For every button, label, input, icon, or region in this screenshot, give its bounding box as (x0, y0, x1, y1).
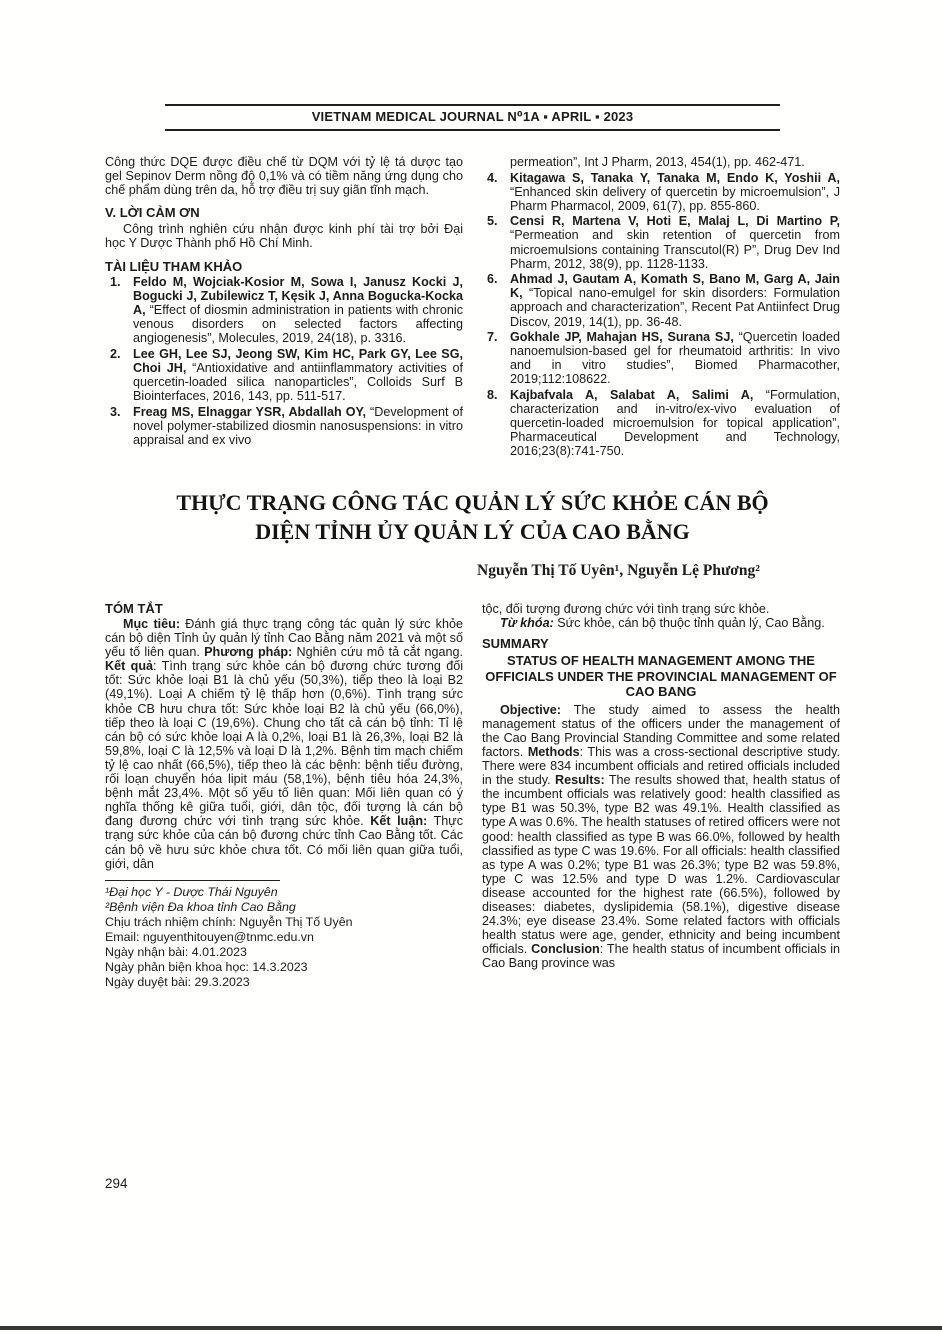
references-heading: TÀI LIỆU THAM KHẢO (105, 258, 243, 274)
footnote-email: Email: nguyenthitouyen@tnmc.edu.vn (105, 929, 314, 944)
summary-paragraph (482, 703, 840, 971)
right-column-summary (482, 602, 840, 990)
reference-number: 7. (487, 330, 498, 345)
summary-title: STATUS OF HEALTH MANAGEMENT AMONG THE OFFICIALS UNDER THE PROVINCIAL MANAGEMENT OF CAO BANG (485, 653, 837, 700)
summary-heading: SUMMARY (482, 636, 549, 652)
reference-list-left (105, 275, 463, 447)
article-title (105, 488, 840, 547)
reference-text: “Development of novel polymer-stabilized diosmin nanosuspensions: in vitro appraisal and ex vivo (133, 404, 463, 447)
right-column-references (482, 155, 840, 460)
reference-authors: Freag MS, Elnaggar YSR, Abdallah OY, (133, 404, 366, 419)
abstract-conclusion-label: Kết luận: (370, 814, 428, 829)
reference-authors: Censi R, Martena V, Hoti E, Malaj L, Di Martino P, (510, 214, 840, 229)
summary-results-label: Results: (555, 773, 605, 788)
abstract-methods-label: Phương pháp: (204, 645, 293, 660)
reference-list-right (482, 171, 840, 459)
reference-item (482, 171, 840, 213)
footnote-affiliation-1: ¹Đại học Y - Dược Thái Nguyên (105, 884, 278, 899)
reference-continuation: permeation”, Int J Pharm, 2013, 454(1), pp. 462-471. (510, 155, 805, 169)
journal-title: VIETNAM MEDICAL JOURNAL N⁰1A ▪ APRIL ▪ 2023 (311, 109, 634, 124)
summary-conclusion-text: : The health status of incumbent officials in Cao Bang province was (482, 942, 840, 971)
reference-text: “Antioxidative and antiinflammatory activities of quercetin-loaded silica nanoparticles”, Colloids Surf B Biointerfaces, 2016, 143, pp. 511-517. (133, 360, 464, 403)
summary-conclusion-label: Conclusion (531, 942, 600, 957)
summary-objective-label: Objective: (500, 702, 561, 717)
page-content (105, 104, 840, 990)
abstract-results-label: Kết quả (105, 659, 154, 674)
abstract-heading: TÓM TẮT (105, 600, 163, 616)
reference-authors: Ahmad J, Gautam A, Komath S, Bano M, Garg A, Jain K, (510, 272, 840, 301)
footnote-responsible: Chịu trách nhiệm chính: Nguyễn Thị Tố Uyên (105, 914, 353, 929)
article-title-line1: THỰC TRẠNG CÔNG TÁC QUẢN LÝ SỨC KHỎE CÁN BỘ (176, 489, 769, 515)
footnote-accepted-date: Ngày duyệt bài: 29.3.2023 (105, 974, 250, 989)
reference-authors: Feldo M, Wojciak-Kosior M, Sowa I, Janusz Kocki J, Bogucki J, Zubilewicz T, Kęsik J, Anna Bogucka-Kocka A, (133, 274, 463, 317)
reference-item (482, 330, 840, 386)
journal-header (105, 104, 840, 131)
references-section (105, 155, 840, 460)
keywords-text: Sức khỏe, cán bộ thuộc tỉnh quản lý, Cao Bằng. (553, 616, 825, 630)
reference-text: “Formulation, characterization and in-vitro/ex-vivo evaluation of quercetin-loaded microemulsion for topical application”, Pharmaceutical Development and Technology, 2016;23(8):741-750. (510, 388, 840, 459)
left-column-references (105, 155, 463, 460)
article-authors: Nguyễn Thị Tố Uyên¹, Nguyễn Lệ Phương² (477, 561, 760, 579)
footnote-received-date: Ngày nhận bài: 4.01.2023 (105, 944, 247, 959)
abstract-objective-text: Đánh giá thực trạng công tác quản lý sức khỏe cán bộ diện Tỉnh ủy quản lý tỉnh Cao Bằng năm 2021 và một số yếu tố liên quan. (105, 617, 463, 660)
reference-item (105, 347, 463, 403)
reference-number: 3. (110, 404, 121, 419)
footnote-review-date: Ngày phản biện khoa học: 14.3.2023 (105, 959, 308, 974)
reference-number: 4. (487, 170, 498, 185)
article-title-line2: DIỆN TỈNH ỦY QUẢN LÝ CỦA CAO BẰNG (255, 519, 690, 545)
reference-text: “Enhanced skin delivery of quercetin by microemulsion”, J Pharm Pharmacol, 2009, 61(7), pp. 855-860. (510, 184, 840, 213)
reference-item (482, 214, 840, 270)
reference-item (105, 405, 463, 447)
abstract-section (105, 602, 840, 990)
reference-text: “Quercetin loaded nanoemulsion-based gel for rheumatoid arthritis: In vivo and in vitro studies”, Biomed Pharmacother, 2019;112:108622. (510, 330, 840, 387)
footnote-separator (105, 880, 280, 881)
reference-authors: Gokhale JP, Mahajan HS, Surana SJ, (510, 330, 734, 345)
reference-number: 6. (487, 272, 498, 287)
page-number: 294 (105, 1176, 128, 1191)
footnote-block (105, 880, 463, 990)
abstract-results-text: : Tình trạng sức khỏe cán bộ đương chức tương đối tốt: Sức khỏe loại B1 là chủ yếu (50,3%), tiếp theo là loại B2 (49,1%). Loại A chiếm tỷ lệ thấp hơn (0,6%). Tình trạng sức khỏe CB hưu chưa tốt: Sức khỏe loại B2 là chủ yếu (66,0%), tiếp theo là loại C (19,6%). Chung cho tất cả cán bộ tỉnh: Tỉ lệ cán bộ có sức khỏe loại A là 0,2%, loại B1 là 26,3%, loại B2 là 59,8%, loại C là 12,5% và loại D là 1,2%. Bệnh tim mạch chiếm tỷ lệ cao nhất (66,5%), tiếp theo là các bệnh: bệnh tiểu đường, rối loạn chuyển hóa lipit máu (58,1%), bệnh tiêu hóa 24,3%, bệnh mắt 23,4%. Một số yếu tố liên quan: Mối liên quan có ý nghĩa thống kê giữa tuổi, giới, dân tộc, đối tượng là cán bộ đang đương chức với tình trạng sức khỏe. (105, 659, 463, 829)
summary-results-text: The results showed that, health status of the incumbent officials was relatively good: health classified as type B1 was 50.3%, type B2 was 49.1%. Health classified as type A was 0.6%. The health statuses of retired officers were not good: health classified as type B was 66.0%, followed by health classified as type C was 19.6%. For all officials: health classified as type A was 0.2%; type B1 was 26.3%; type B2 was 59.8%, type C was 12.5% and type D was 1.2%. Cardiovascular disease accounted for the highest rate (66.5%), followed by diseases: diabetes, dyslipidemia (58.1%), digestive disease 24.3%; eye disease 23.4%. Some related factors with officials health status were age, gender, ethnicity and being incumbent officials. (482, 773, 840, 957)
reference-authors: Lee GH, Lee SJ, Jeong SW, Kim HC, Park GY, Lee SG, Choi JH, (133, 346, 463, 375)
reference-text: “Effect of diosmin administration in patients with chronic venous disorders on selected factors affecting angiogenesis”, Molecules, 2019, 24(18), p. 3316. (133, 302, 463, 346)
reference-text: “Permeation and skin retention of quercetin from microemulsions containing Transcutol(R) P”, Drug Dev Ind Pharm, 2012, 38(9), pp. 1128-1133. (510, 228, 840, 271)
summary-methods-label: Methods (527, 744, 580, 759)
left-column-abstract (105, 602, 463, 990)
reference-number: 5. (487, 214, 498, 229)
reference-text: “Topical nano-emulgel for skin disorders: Formulation approach and characterization”, Recent Pat Antiinfect Drug Discov, 2019, 14(1), pp. 36-48. (510, 286, 840, 329)
abstract-continuation: tộc, đối tượng đương chức với tình trạng sức khỏe. (482, 601, 770, 616)
acknowledgment-heading: V. LỜI CẢM ƠN (105, 205, 200, 221)
footnote-affiliation-2: ²Bệnh viện Đa khoa tỉnh Cao Bằng (105, 899, 296, 914)
reference-item (482, 272, 840, 328)
reference-authors: Kitagawa S, Tanaka Y, Tanaka M, Endo K, Yoshii A, (510, 170, 840, 185)
closing-paragraph: Công thức DQE được điều chế từ DQM với tỷ lệ tá dược tạo gel Sepinov Derm nồng độ 0,1% và có tiềm năng ứng dụng cho chế phẩm dùng trên da, hỗ trợ điều trị suy giãn tĩnh mạch. (105, 155, 463, 198)
header-rule-bottom (165, 129, 780, 131)
reference-number: 1. (110, 274, 121, 289)
reference-item (105, 275, 463, 345)
acknowledgment-text: Công trình nghiên cứu nhận được kinh phí tài trợ bởi Đại học Y Dược Thành phố Hồ Chí Minh. (105, 222, 463, 251)
abstract-methods-text: Nghiên cứu mô tả cắt ngang. (292, 645, 463, 660)
abstract-paragraph (105, 617, 463, 871)
abstract-objective-label: Mục tiêu: (123, 617, 181, 631)
reference-authors: Kajbafvala A, Salabat A, Salimi A, (510, 388, 754, 402)
reference-item (482, 388, 840, 458)
reference-number: 2. (110, 346, 121, 361)
reference-number: 8. (487, 388, 498, 402)
keywords-paragraph (482, 616, 840, 630)
summary-methods-text: : This was a cross-sectional descriptive study. There were 834 incumbent officials and retired officials included in the study. (482, 744, 840, 788)
keywords-label: Từ khóa: (500, 616, 554, 630)
summary-objective-text: The study aimed to assess the health management status of the officers under the management of the Cao Bang Provincial Standing Committee and some related factors. (482, 702, 840, 759)
abstract-conclusion-text: Thực trạng sức khỏe của cán bộ đương chức tỉnh Cao Bằng tốt. Các cán bộ về hưu sức khỏe chưa tốt. Có mối liên quan giữa tuổi, giới, dân (105, 814, 463, 871)
scan-bottom-edge (0, 1326, 942, 1330)
